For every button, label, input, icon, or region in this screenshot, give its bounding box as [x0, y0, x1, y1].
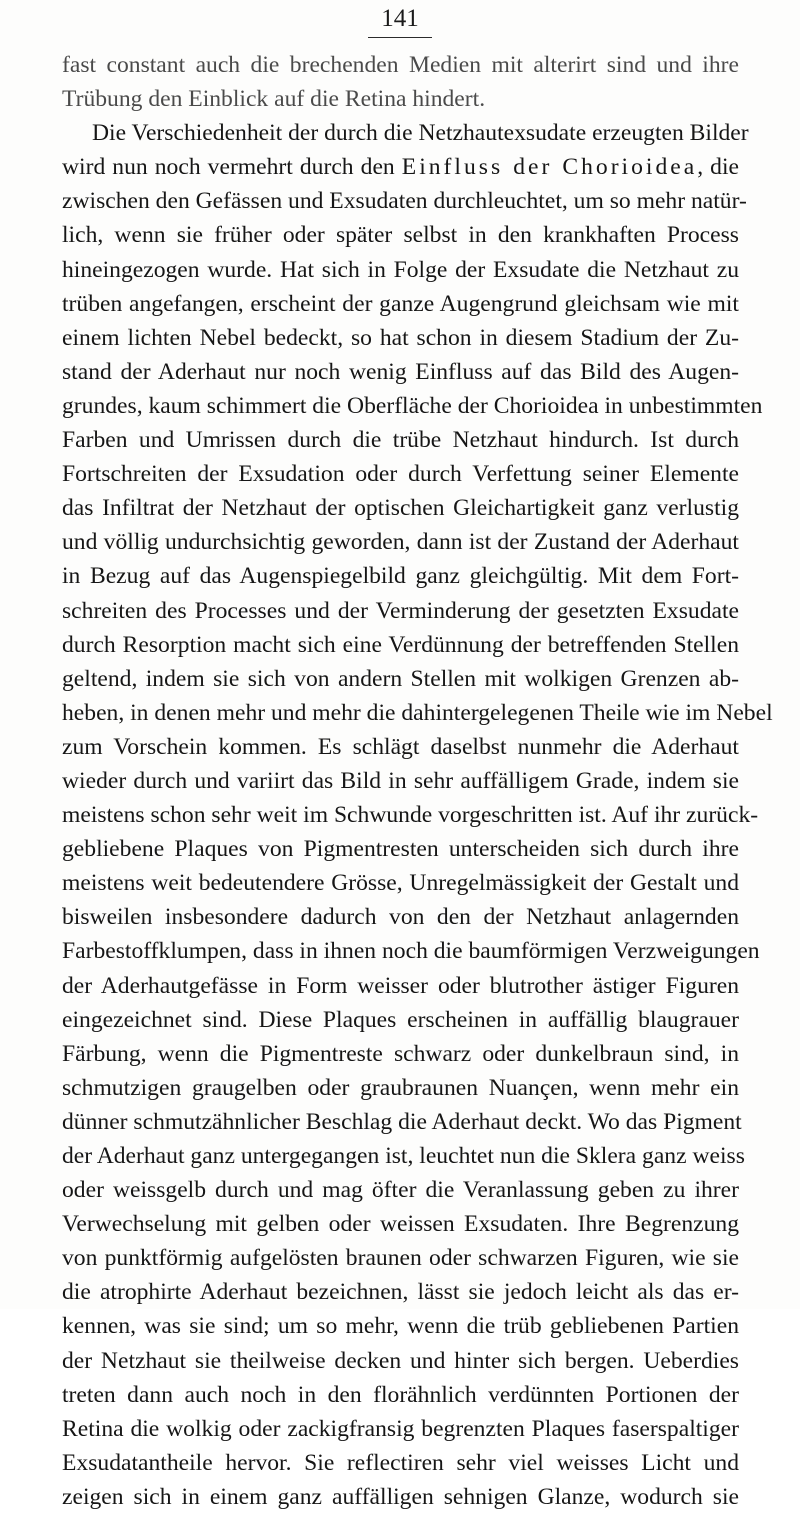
text-line: der Netzhaut sie theilweise decken und hinter sich bergen. Ueberdies: [62, 1347, 739, 1374]
text-line: gebliebene Plaques von Pigmentresten unterscheiden sich durch ihre: [62, 836, 739, 863]
emphasized-text: Einfluss der Chorioidea: [401, 154, 698, 181]
text-line: grundes, kaum schimmert die Oberfläche der Chorioidea in unbestimmten: [62, 392, 763, 419]
text-line: und völlig undurchsichtig geworden, dann ist der Zustand der Aderhaut: [62, 529, 739, 556]
text-line: Exsudatantheile hervor. Sie reflectiren sehr viel weisses Licht und: [62, 1449, 739, 1476]
text-line: Färbung, wenn die Pigmentreste schwarz oder dunkelbraun sind, in: [62, 1040, 739, 1067]
text-line: schmutzigen graugelben oder graubraunen Nuançen, wenn mehr ein: [62, 1074, 739, 1101]
page-number: 141: [381, 5, 419, 32]
text-line: Farbestoffklumpen, dass in ihnen noch die baumförmigen Verzweigungen: [62, 938, 760, 965]
text-segment: , die: [697, 154, 739, 181]
text-line: das Infiltrat der Netzhaut der optischen Gleichartigkeit ganz verlustig: [62, 495, 739, 522]
text-line: Farben und Umrissen durch die trübe Netzhaut hindurch. Ist durch: [62, 427, 739, 454]
text-line: in Bezug auf das Augenspiegelbild ganz gleichgültig. Mit dem Fort-: [62, 563, 739, 590]
text-line: Trübung den Einblick auf die Retina hindert.: [62, 86, 486, 113]
text-line: geltend, indem sie sich von andern Stellen mit wolkigen Grenzen ab-: [62, 665, 739, 692]
text-line: Fortschreiten der Exsudation oder durch Verfettung seiner Elemente: [62, 461, 739, 488]
text-line: die atrophirte Aderhaut bezeichnen, lässt sie jedoch leicht als das er-: [62, 1279, 739, 1306]
text-line: der Aderhautgefässe in Form weisser oder blutrother ästiger Figuren: [62, 972, 739, 999]
body-text: [62, 48, 773, 1514]
text-segment: wird nun noch vermehrt durch den: [62, 154, 402, 181]
text-line: schreiten des Processes und der Verminderung der gesetzten Exsudate: [62, 597, 739, 624]
text-line: der Aderhaut ganz untergegangen ist, leuchtet nun die Sklera ganz weiss: [62, 1143, 745, 1169]
text-line: einem lichten Nebel bedeckt, so hat schon in diesem Stadium der Zu-: [62, 324, 739, 351]
text-line: eingezeichnet sind. Diese Plaques erscheinen in auffällig blaugrauer: [62, 1006, 739, 1033]
text-line: trüben angefangen, erscheint der ganze Augengrund gleichsam wie mit: [62, 290, 739, 317]
text-line: dünner schmutzähnlicher Beschlag die Aderhaut deckt. Wo das Pigment: [62, 1108, 742, 1135]
text-line: durch Resorption macht sich eine Verdünnung der betreffenden Stellen: [62, 631, 739, 658]
page-number-rule: [368, 37, 432, 38]
text-line: zeigen sich in einem ganz auffälligen sehnigen Glanze, wodurch sie: [62, 1483, 739, 1510]
text-line: zum Vorschein kommen. Es schlägt daselbst nunmehr die Aderhaut: [62, 733, 739, 760]
text-line: stand der Aderhaut nur noch wenig Einfluss auf das Bild des Augen-: [62, 358, 739, 385]
text-line: hineingezogen wurde. Hat sich in Folge der Exsudate die Netzhaut zu: [62, 256, 739, 283]
text-line: Verwechselung mit gelben oder weissen Exsudaten. Ihre Begrenzung: [62, 1211, 739, 1238]
text-line: oder weissgelb durch und mag öfter die Veranlassung geben zu ihrer: [62, 1177, 739, 1204]
text-line: treten dann auch noch in den florähnlich verdünnten Portionen der: [62, 1381, 739, 1408]
text-line: lich, wenn sie früher oder später selbst in den krankhaften Process: [62, 222, 739, 249]
text-line: zwischen den Gefässen und Exsudaten durchleuchtet, um so mehr natür-: [62, 188, 747, 215]
text-line: Retina die wolkig oder zackigfransig begrenzten Plaques faserspaltiger: [62, 1415, 739, 1442]
text-line: meistens schon sehr weit im Schwunde vorgeschritten ist. Auf ihr zurück-: [62, 802, 759, 829]
text-line: [62, 150, 739, 184]
text-line: wieder durch und variirt das Bild in sehr auffälligem Grade, indem sie: [62, 767, 739, 794]
text-line: meistens weit bedeutendere Grösse, Unregelmässigkeit der Gestalt und: [62, 870, 739, 897]
text-line: bisweilen insbesondere dadurch von den der Netzhaut anlagernden: [62, 904, 739, 931]
text-line: Die Verschiedenheit der durch die Netzhautexsudate erzeugten Bilder: [92, 120, 749, 147]
text-line: kennen, was sie sind; um so mehr, wenn die trüb gebliebenen Partien: [62, 1313, 739, 1340]
text-line: von punktförmig aufgelösten braunen oder schwarzen Figuren, wie sie: [62, 1245, 739, 1272]
text-line: fast constant auch die brechenden Medien mit alterirt sind und ihre: [62, 52, 739, 78]
text-line: heben, in denen mehr und mehr die dahintergelegenen Theile wie im Nebel: [62, 699, 773, 726]
